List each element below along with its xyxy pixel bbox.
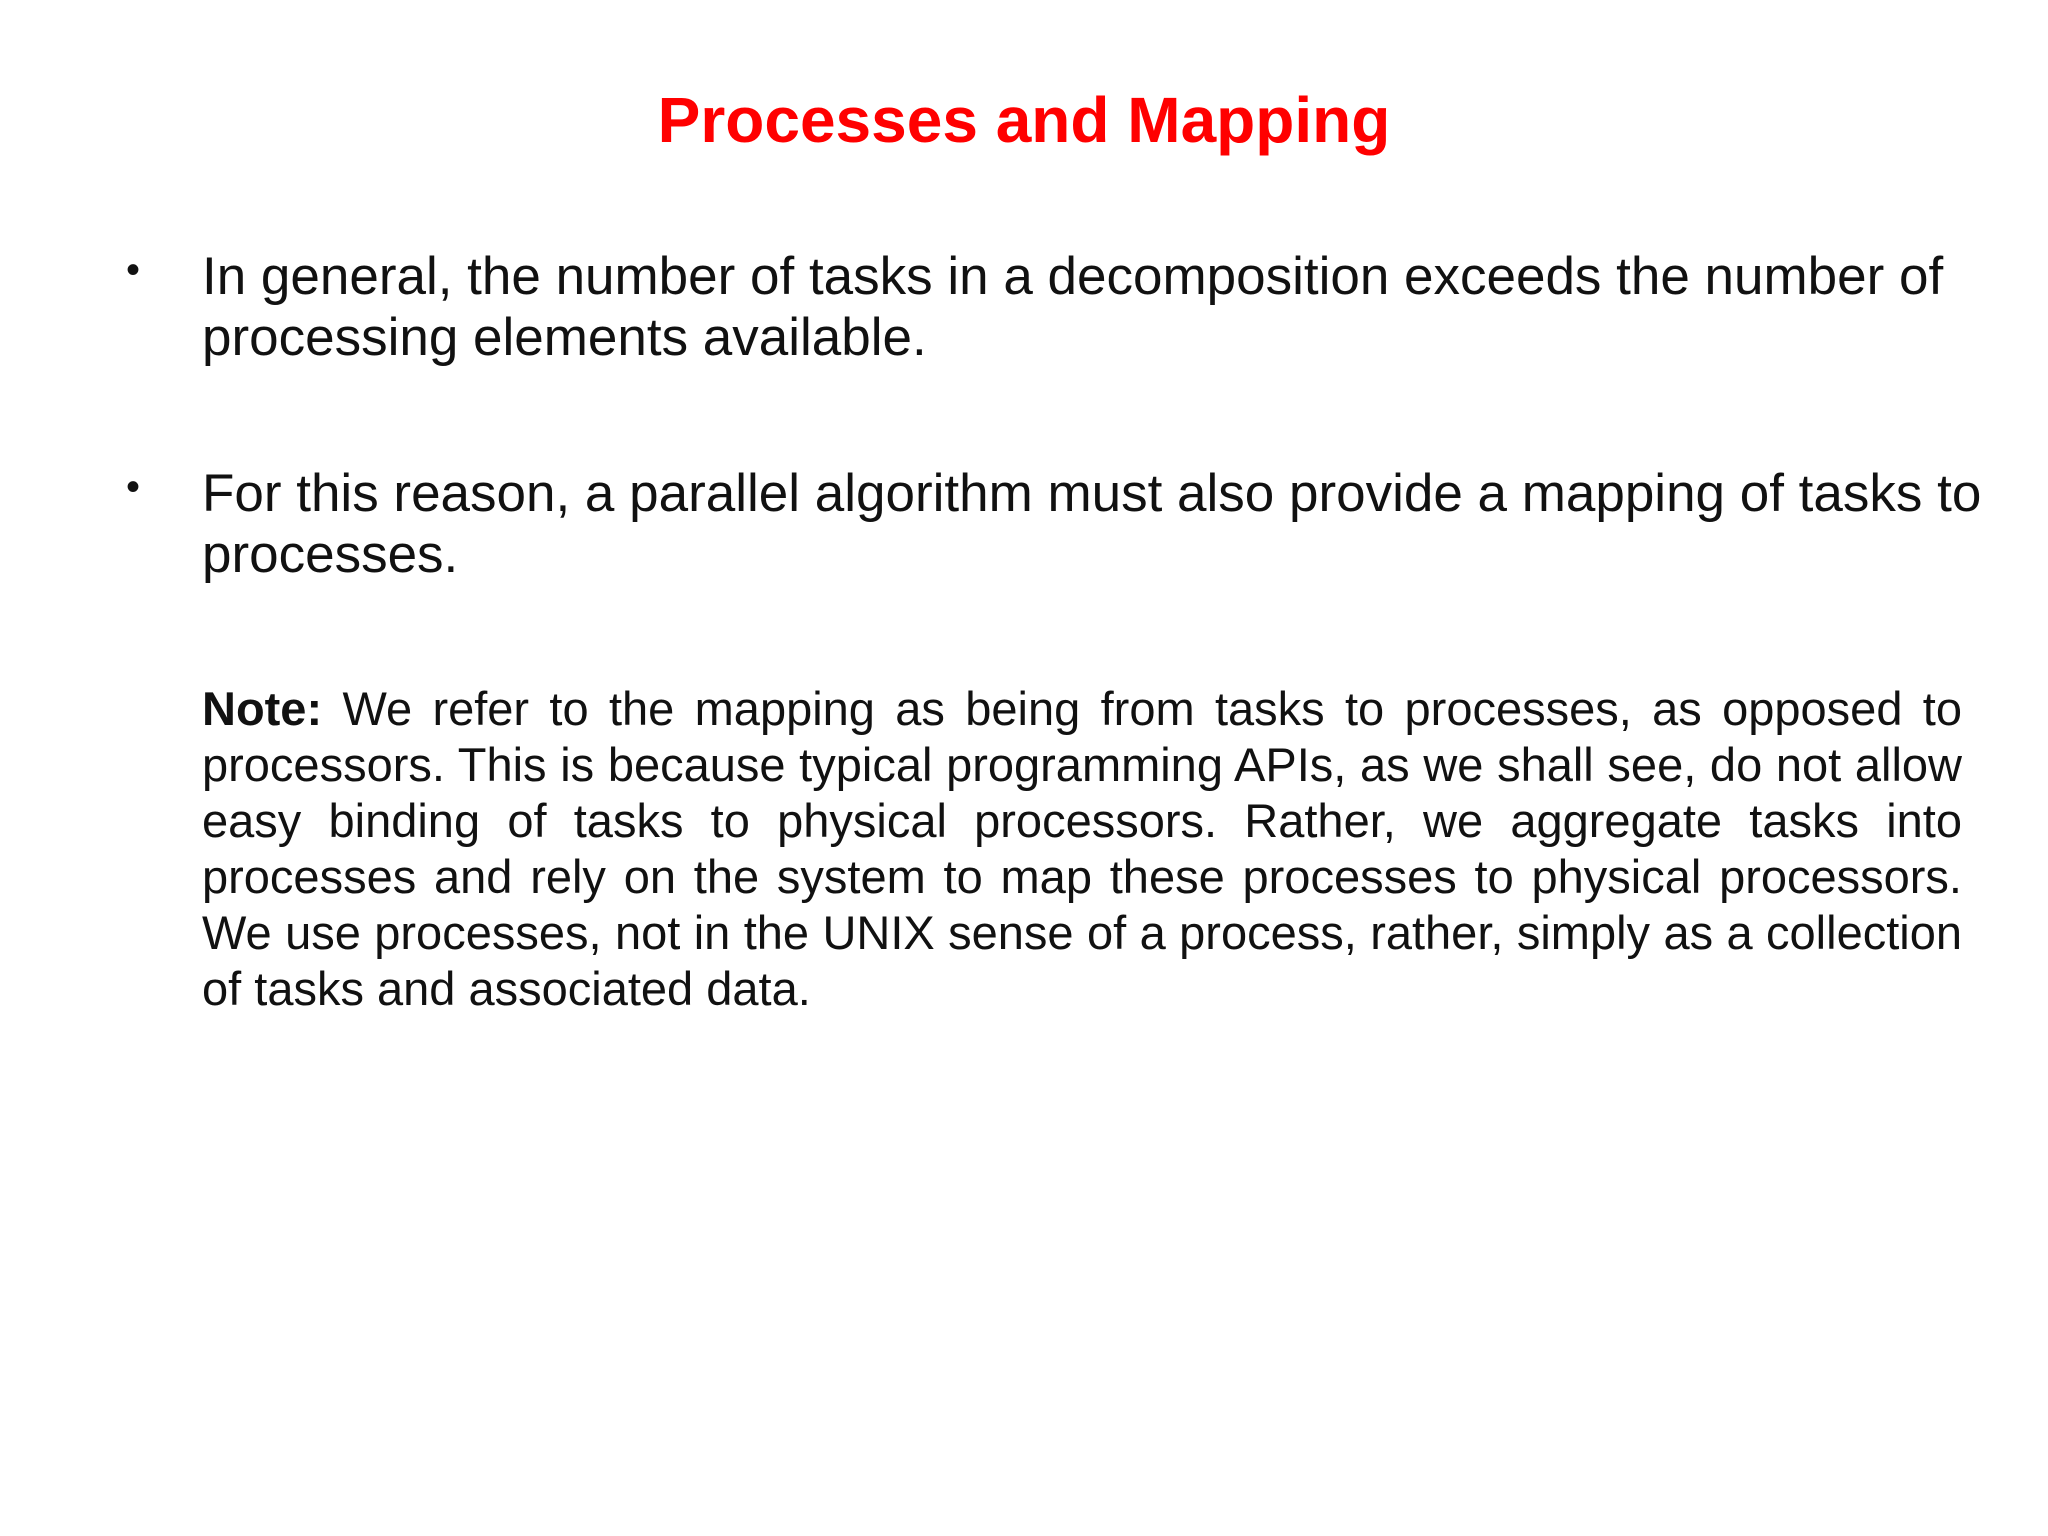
- bullet-item: [126, 463, 1986, 585]
- note-paragraph: [202, 681, 1962, 1017]
- bullet-marker: •: [126, 465, 141, 509]
- bullet-text: For this reason, a parallel algorithm must also provide a mapping of tasks to processes.: [202, 464, 1982, 584]
- note-text: We refer to the mapping as being from tasks to processes, as opposed to processors. This is because typical programming APIs, as we shall see, do not allow easy binding of tasks to physical processors. Rather, we aggregate tasks into processes and rely on the system to map these processes to physical processors. We use processes, not in the UNIX sense of a process, rather, simply as a collection of tasks and associated data.: [202, 682, 1963, 1015]
- note-label: Note:: [202, 682, 323, 735]
- bullet-marker: •: [126, 248, 141, 292]
- bullet-text: In general, the number of tasks in a decomposition exceeds the number of processing elements available.: [202, 247, 1944, 367]
- bullet-item: [126, 246, 1986, 368]
- slide-title: Processes and Mapping: [657, 84, 1391, 156]
